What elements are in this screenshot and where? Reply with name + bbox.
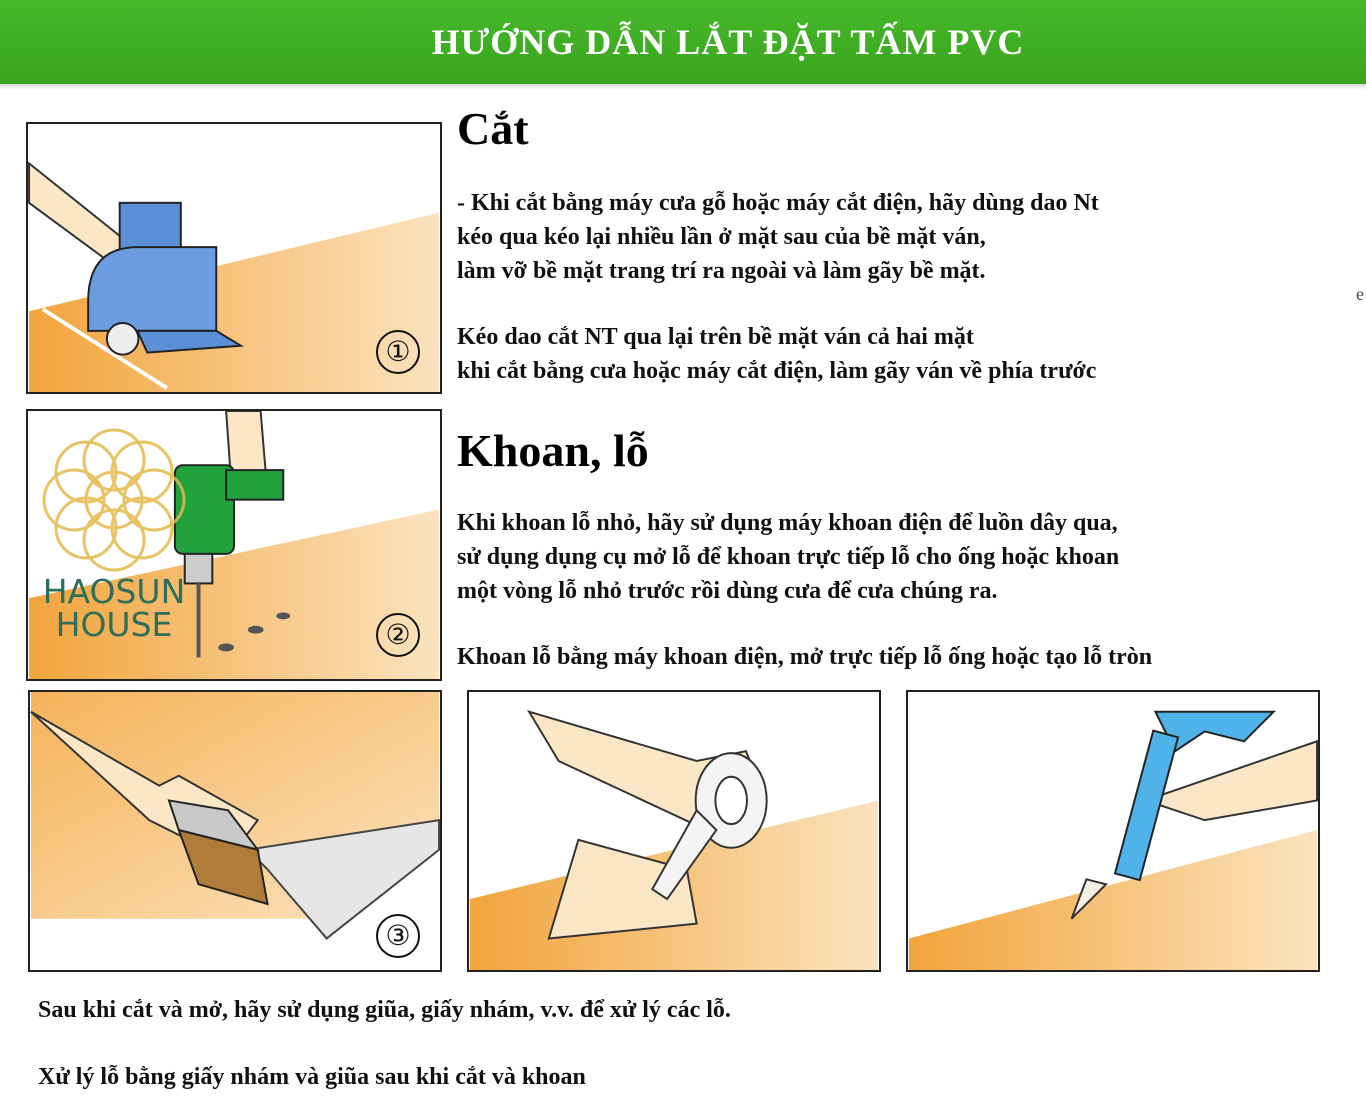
cut-line-5: khi cắt bằng cưa hoặc máy cắt điện, làm gãy ván về phía trước <box>457 358 1097 384</box>
step-1-badge: ① <box>376 330 420 374</box>
drill-line-1: Khi khoan lỗ nhỏ, hãy sử dụng máy khoan điện để luồn dây qua, <box>457 510 1118 536</box>
cut-line-4: Kéo dao cắt NT qua lại trên bề mặt ván cả hai mặt <box>457 324 974 350</box>
step-3-badge: ③ <box>376 914 420 958</box>
illustration-caulking <box>906 690 1320 972</box>
page-title: HƯỚNG DẪN LẮT ĐẶT TẤM PVC <box>431 22 1025 62</box>
drill-line-2: sử dụng dụng cụ mở lỗ để khoan trực tiếp lỗ cho ống hoặc khoan <box>457 544 1120 570</box>
caulking-scene <box>908 692 1318 970</box>
illustration-taping <box>467 690 881 972</box>
page-header <box>0 0 1366 84</box>
logo-line-2: HOUSE <box>55 605 173 644</box>
illustration-sanding <box>28 690 442 972</box>
section-title-drill: Khoan, lỗ <box>457 425 649 476</box>
taping-scene <box>469 692 879 970</box>
stray-character: e <box>1356 284 1364 304</box>
drill-line-3: một vòng lỗ nhỏ trước rồi dùng cưa để cưa chúng ra. <box>457 578 998 604</box>
cut-line-3: làm vỡ bề mặt trang trí ra ngoài và làm gãy bề mặt. <box>457 258 986 284</box>
finish-line-1: Sau khi cắt và mở, hãy sử dụng giũa, giấy nhám, v.v. để xử lý các lỗ. <box>38 997 731 1023</box>
section-title-cut: Cắt <box>457 103 529 154</box>
header-shadow <box>0 84 1366 90</box>
illustration-cut <box>26 122 442 394</box>
haosun-logo <box>34 420 194 650</box>
lotus-emblem <box>34 420 194 580</box>
cut-line-1: - Khi cắt bằng máy cưa gỗ hoặc máy cắt điện, hãy dùng dao Nt <box>457 190 1099 216</box>
drill-line-4: Khoan lỗ bằng máy khoan điện, mở trực tiếp lỗ ống hoặc tạo lỗ tròn <box>457 644 1153 670</box>
board-surface <box>909 830 1317 970</box>
saw-body <box>88 247 216 331</box>
cut-line-2: kéo qua kéo lại nhiều lần ở mặt sau của bề mặt ván, <box>457 224 986 250</box>
step-2-badge: ② <box>376 613 420 657</box>
saw-blade <box>107 323 139 355</box>
logo-line-1: HAOSUN <box>42 572 186 611</box>
finish-line-2: Xử lý lỗ bằng giấy nhám và giũa sau khi cắt và khoan <box>38 1064 586 1090</box>
